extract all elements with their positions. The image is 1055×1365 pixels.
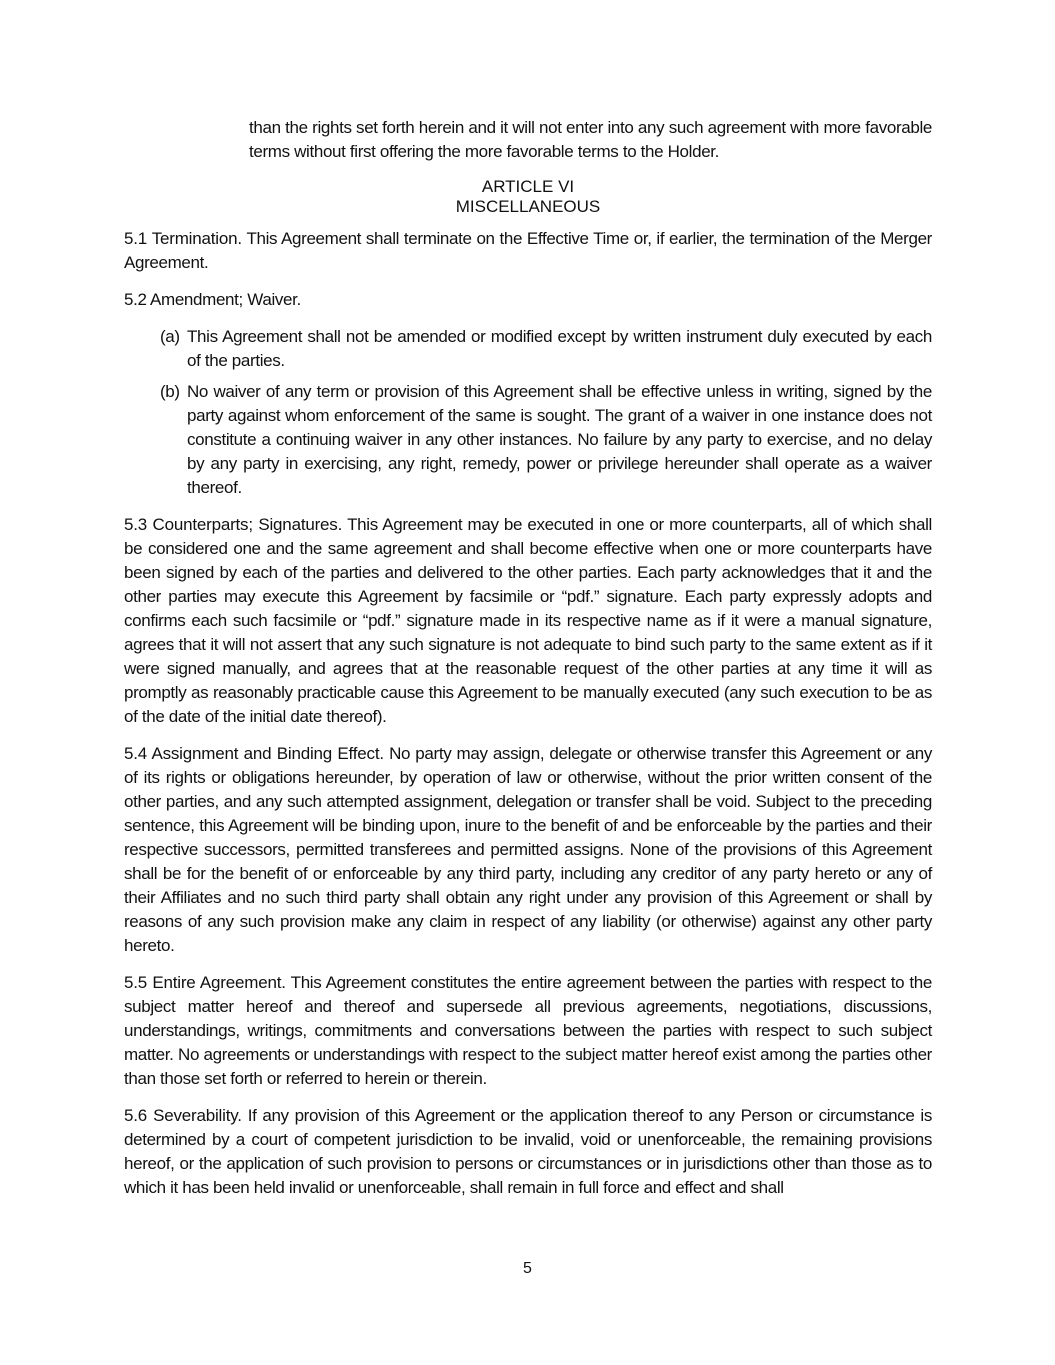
article-title: MISCELLANEOUS <box>455 197 601 216</box>
section-entire-agreement <box>124 971 932 1091</box>
section-severability <box>124 1104 932 1200</box>
section-termination <box>124 227 932 275</box>
item-marker: (a) <box>160 327 180 346</box>
item-text: This Agreement shall not be amended or modified except by written instrument duly executed by each of the parties. <box>187 327 932 370</box>
item-text: No waiver of any term or provision of this Agreement shall be effective unless in writing, signed by the party against whom enforcement of the same is sought. The grant of a waiver in one instance does not constitute a continuing waiver in any other instances. No failure by any party to exercise, and no delay by any party in exercising, any right, remedy, power or privilege hereunder shall operate as a waiver thereof. <box>187 382 932 497</box>
section-body: This Agreement constitutes the entire agreement between the parties with respect to the subject matter hereof and thereof and supersede all previous agreements, negotiations, discussions, understandings, writings, commitments and conversations between the parties with respect to such subject matter. No agreements or understandings with respect to the subject matter hereof exist among the parties other than those set forth or referred to herein or therein. <box>124 973 932 1088</box>
section-title: 5.6 Severability. <box>124 1106 242 1125</box>
item-marker: (b) <box>160 382 180 401</box>
article-number: ARTICLE VI <box>481 177 575 196</box>
section-counterparts <box>124 513 932 729</box>
section-title: 5.5 Entire Agreement. <box>124 973 286 992</box>
section-body: No party may assign, delegate or otherwise transfer this Agreement or any of its rights or obligations hereunder, by operation of law or otherwise, without the prior written consent of the other parties, and any such attempted assignment, delegation or transfer shall be void. Subject to the preceding sentence, this Agreement will be binding upon, inure to the benefit of and be enforceable by the parties and their respective successors, permitted transferees and permitted assigns. None of the provisions of this Agreement shall be for the benefit of or enforceable by any third party, including any creditor of any party hereto or any of their Affiliates and no such third party shall obtain any right under any provision of this Agreement or shall by reasons of any such provision make any claim in respect of any liability (or otherwise) against any other party hereto. <box>124 744 933 955</box>
section-title: 5.3 Counterparts; Signatures. <box>124 515 343 534</box>
section-amendment-title: 5.2 Amendment; Waiver. <box>124 290 301 309</box>
section-assignment <box>124 742 932 958</box>
section-body: This Agreement may be executed in one or more counterparts, all of which shall be considered one and the same agreement and shall become effective when one or more counterparts have been signed by each of the parties and delivered to the other parties. Each party acknowledges that it and the other parties may execute this Agreement by facsimile or “pdf.” signature. Each party expressly adopts and confirms each such facsimile or “pdf.” signature made in its respective name as if it were a manual signature, agrees that it will not assert that any such signature is not adequate to bind such party to the same extent as if it were signed manually, and agrees that at the reasonable request of the other parties at any time it will as promptly as reasonably practicable cause this Agreement to be manually executed (any such execution to be as of the date of the initial date thereof). <box>124 515 932 726</box>
section-title: 5.1 Termination. <box>124 229 242 248</box>
section-title: 5.4 Assignment and Binding Effect. <box>124 744 384 763</box>
article-heading <box>124 177 932 217</box>
amendment-item-b <box>160 380 932 500</box>
continuation-paragraph: than the rights set forth herein and it will not enter into any such agreement with more favorable terms without first offering the more favorable terms to the Holder. <box>249 118 932 161</box>
page-number: 5 <box>523 1260 532 1277</box>
amendment-item-a <box>160 325 932 373</box>
page-content <box>124 116 932 1200</box>
section-body: This Agreement shall terminate on the Effective Time or, if earlier, the termination of the Merger Agreement. <box>124 229 932 272</box>
section-body: If any provision of this Agreement or the application thereof to any Person or circumstance is determined by a court of competent jurisdiction to be invalid, void or unenforceable, the remaining provisions hereof, or the application of such provision to persons or circumstances or in jurisdictions other than those as to which it has been held invalid or unenforceable, shall remain in full force and effect and shall <box>124 1106 932 1197</box>
